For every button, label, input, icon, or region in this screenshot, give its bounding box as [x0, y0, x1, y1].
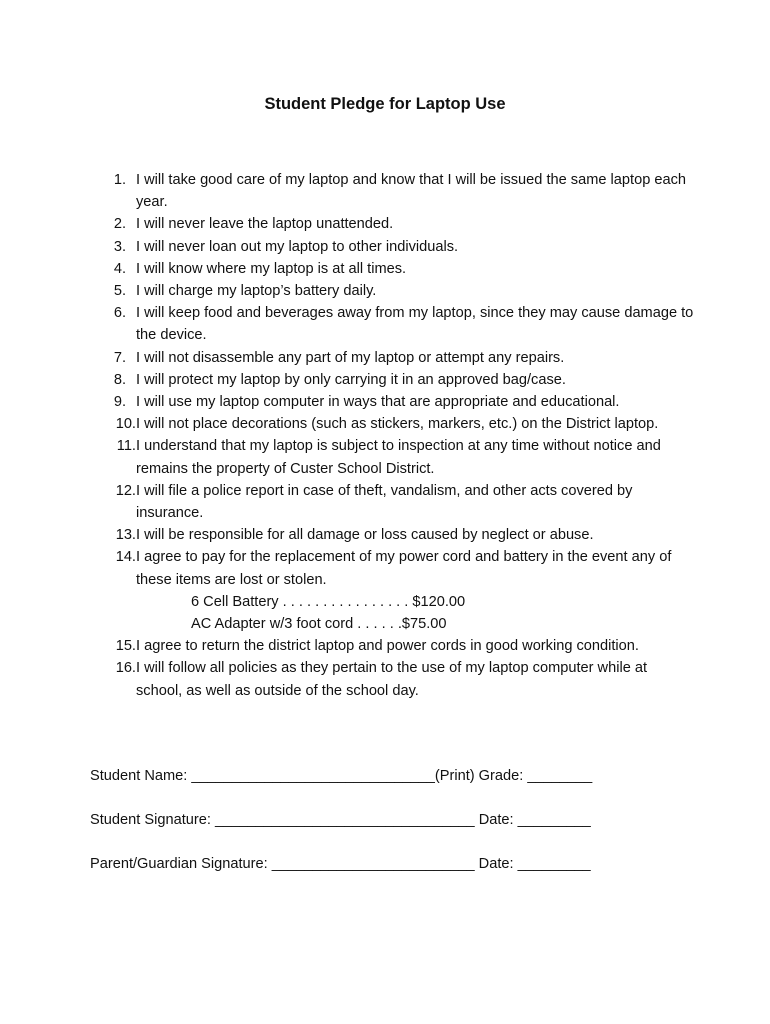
list-item — [0, 369, 696, 391]
pledge-list — [0, 169, 696, 702]
list-item — [0, 302, 696, 346]
item-text: I will be responsible for all damage or loss caused by neglect or abuse. — [136, 527, 594, 544]
parent-signature-field[interactable]: Parent/Guardian Signature: _________________________ Date: _________ — [90, 856, 591, 872]
item-number: 9. — [113, 394, 126, 411]
item-text: I will follow all policies as they pertain to the use of my laptop computer while at school, as well as outside of the school day. — [136, 660, 648, 699]
list-item — [0, 169, 696, 213]
list-item — [0, 413, 696, 435]
list-item — [0, 524, 696, 546]
student-signature-field[interactable]: Student Signature: ________________________________ Date: _________ — [90, 812, 591, 828]
item-text: I will not disassemble any part of my laptop or attempt any repairs. — [136, 349, 565, 366]
item-number: 10. — [115, 416, 136, 433]
item-number: 13. — [115, 527, 136, 544]
list-item — [0, 635, 696, 657]
item-number: 14. — [115, 549, 136, 566]
item-number: 8. — [113, 371, 126, 388]
item-text: I will charge my laptop’s battery daily. — [136, 283, 377, 300]
item-text: I agree to return the district laptop and power cords in good working condition. — [136, 638, 639, 655]
item-text: I will never leave the laptop unattended. — [136, 216, 394, 233]
item-text: I will never loan out my laptop to other individuals. — [136, 238, 459, 255]
item-number: 2. — [113, 216, 126, 233]
item-number: 16. — [115, 660, 136, 677]
item-text: I will take good care of my laptop and know that I will be issued the same laptop each year. — [136, 172, 687, 211]
list-item — [0, 258, 696, 280]
item-text: I will know where my laptop is at all times. — [136, 260, 407, 277]
signature-section — [90, 765, 592, 897]
item-text: I will keep food and beverages away from my laptop, since they may cause damage to the device. — [136, 305, 694, 344]
item-text: I will file a police report in case of theft, vandalism, and other acts covered by insurance. — [136, 482, 633, 522]
item-number: 3. — [113, 238, 126, 255]
item-number: 11. — [116, 438, 136, 455]
battery-price: 6 Cell Battery . . . . . . . . . . . . . . . . $120.00 — [191, 593, 466, 610]
item-number: 7. — [113, 349, 126, 366]
list-item — [0, 347, 696, 369]
list-item — [0, 480, 696, 524]
item-text: I agree to pay for the replacement of my power cord and battery in the event any of these items are lost or stolen. — [136, 549, 672, 588]
item-text: I will protect my laptop by only carrying it in an approved bag/case. — [136, 371, 566, 388]
item-number: 1. — [113, 172, 126, 188]
list-item — [0, 213, 696, 235]
document-title: Student Pledge for Laptop Use — [264, 95, 506, 113]
list-item — [0, 280, 696, 302]
item-text: I understand that my laptop is subject to inspection at any time without notice and remains the property of Custer School District. — [136, 438, 661, 477]
list-item — [0, 236, 696, 258]
item-number: 12. — [115, 482, 136, 499]
adapter-price: AC Adapter w/3 foot cord . . . . . .$75.00 — [191, 616, 447, 633]
item-number: 6. — [113, 305, 126, 322]
list-item — [0, 391, 696, 413]
item-text: I will use my laptop computer in ways that are appropriate and educational. — [136, 394, 620, 411]
item-number: 4. — [113, 260, 126, 277]
list-item — [0, 546, 696, 635]
item-number: 15. — [115, 638, 136, 655]
item-number: 5. — [113, 283, 126, 300]
list-item — [0, 657, 696, 701]
list-item — [0, 435, 696, 479]
item-text: I will not place decorations (such as stickers, markers, etc.) on the District laptop. — [136, 416, 659, 433]
student-name-field[interactable]: Student Name: ______________________________(Print) Grade: ________ — [90, 768, 593, 784]
